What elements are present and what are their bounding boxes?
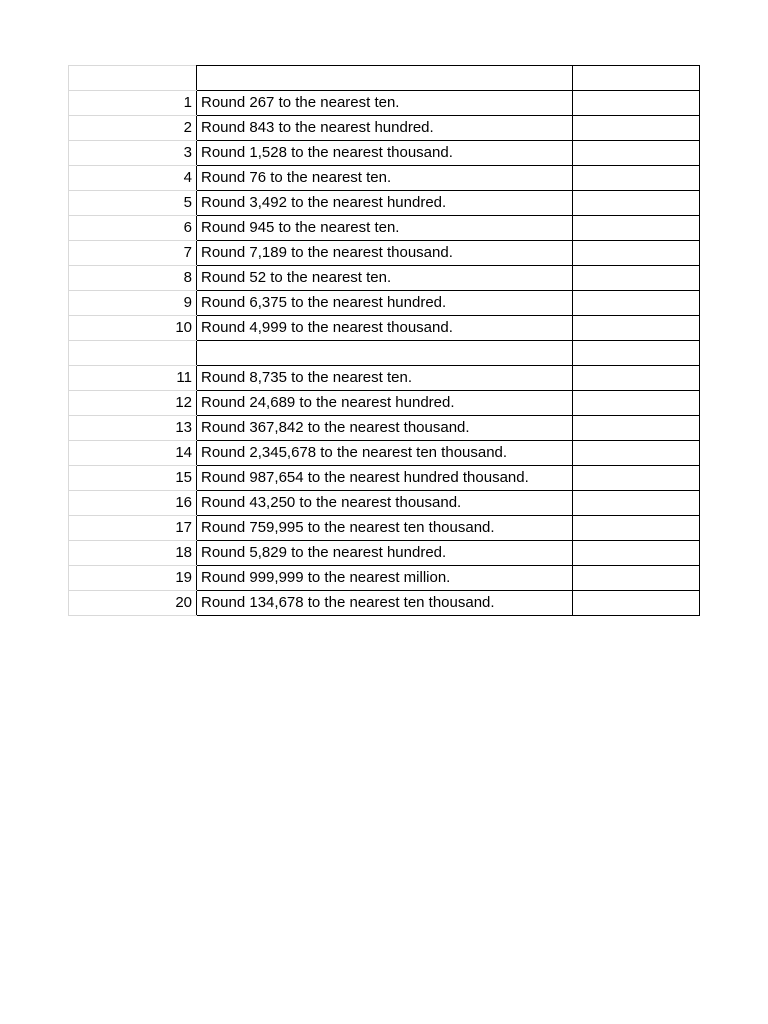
question-text-cell: Round 76 to the nearest ten. bbox=[197, 165, 573, 190]
table-row bbox=[69, 315, 700, 340]
answer-cell[interactable] bbox=[573, 340, 700, 365]
question-number-cell: 8 bbox=[69, 265, 197, 290]
table-row bbox=[69, 490, 700, 515]
question-text-cell: Round 6,375 to the nearest hundred. bbox=[197, 290, 573, 315]
question-number-cell: 13 bbox=[69, 415, 197, 440]
question-number-cell bbox=[69, 340, 197, 365]
question-number-cell: 2 bbox=[69, 115, 197, 140]
table-row bbox=[69, 115, 700, 140]
table-row bbox=[69, 565, 700, 590]
question-number-cell: 12 bbox=[69, 390, 197, 415]
answer-cell[interactable] bbox=[573, 440, 700, 465]
answer-cell[interactable] bbox=[573, 115, 700, 140]
question-text-cell bbox=[197, 66, 573, 91]
table-row bbox=[69, 140, 700, 165]
answer-cell[interactable] bbox=[573, 515, 700, 540]
question-number-cell: 6 bbox=[69, 215, 197, 240]
answer-cell[interactable] bbox=[573, 490, 700, 515]
question-number-cell: 9 bbox=[69, 290, 197, 315]
question-text-cell: Round 945 to the nearest ten. bbox=[197, 215, 573, 240]
question-text-cell: Round 999,999 to the nearest million. bbox=[197, 565, 573, 590]
table-row bbox=[69, 365, 700, 390]
table-row bbox=[69, 90, 700, 115]
question-text-cell: Round 8,735 to the nearest ten. bbox=[197, 365, 573, 390]
table-row bbox=[69, 540, 700, 565]
question-text-cell: Round 267 to the nearest ten. bbox=[197, 90, 573, 115]
question-text-cell: Round 367,842 to the nearest thousand. bbox=[197, 415, 573, 440]
question-text-cell: Round 5,829 to the nearest hundred. bbox=[197, 540, 573, 565]
question-number-cell: 18 bbox=[69, 540, 197, 565]
question-number-cell: 11 bbox=[69, 365, 197, 390]
question-text-cell: Round 43,250 to the nearest thousand. bbox=[197, 490, 573, 515]
answer-cell[interactable] bbox=[573, 215, 700, 240]
answer-cell[interactable] bbox=[573, 465, 700, 490]
question-text-cell: Round 3,492 to the nearest hundred. bbox=[197, 190, 573, 215]
table-row bbox=[69, 240, 700, 265]
question-text-cell: Round 4,999 to the nearest thousand. bbox=[197, 315, 573, 340]
answer-cell[interactable] bbox=[573, 90, 700, 115]
question-number-cell: 3 bbox=[69, 140, 197, 165]
question-text-cell: Round 134,678 to the nearest ten thousand. bbox=[197, 590, 573, 615]
question-number-cell: 1 bbox=[69, 90, 197, 115]
table-row bbox=[69, 390, 700, 415]
question-text-cell: Round 2,345,678 to the nearest ten thousand. bbox=[197, 440, 573, 465]
rounding-worksheet-table bbox=[68, 65, 700, 616]
question-number-cell: 16 bbox=[69, 490, 197, 515]
table-row bbox=[69, 290, 700, 315]
answer-cell[interactable] bbox=[573, 540, 700, 565]
table-row bbox=[69, 515, 700, 540]
table-row bbox=[69, 340, 700, 365]
table-row bbox=[69, 440, 700, 465]
question-number-cell bbox=[69, 66, 197, 91]
answer-cell[interactable] bbox=[573, 565, 700, 590]
answer-cell[interactable] bbox=[573, 190, 700, 215]
answer-cell[interactable] bbox=[573, 415, 700, 440]
answer-cell[interactable] bbox=[573, 590, 700, 615]
question-text-cell: Round 24,689 to the nearest hundred. bbox=[197, 390, 573, 415]
question-text-cell: Round 987,654 to the nearest hundred thousand. bbox=[197, 465, 573, 490]
question-number-cell: 5 bbox=[69, 190, 197, 215]
question-text-cell: Round 1,528 to the nearest thousand. bbox=[197, 140, 573, 165]
table-row bbox=[69, 265, 700, 290]
question-number-cell: 20 bbox=[69, 590, 197, 615]
question-number-cell: 15 bbox=[69, 465, 197, 490]
question-text-cell: Round 759,995 to the nearest ten thousand. bbox=[197, 515, 573, 540]
table-row bbox=[69, 190, 700, 215]
table-row bbox=[69, 590, 700, 615]
worksheet-body bbox=[69, 66, 700, 616]
question-number-cell: 4 bbox=[69, 165, 197, 190]
question-number-cell: 17 bbox=[69, 515, 197, 540]
answer-cell[interactable] bbox=[573, 290, 700, 315]
table-row bbox=[69, 465, 700, 490]
question-text-cell bbox=[197, 340, 573, 365]
answer-cell[interactable] bbox=[573, 165, 700, 190]
answer-cell[interactable] bbox=[573, 315, 700, 340]
question-number-cell: 10 bbox=[69, 315, 197, 340]
table-row bbox=[69, 165, 700, 190]
answer-cell[interactable] bbox=[573, 66, 700, 91]
question-text-cell: Round 7,189 to the nearest thousand. bbox=[197, 240, 573, 265]
question-text-cell: Round 52 to the nearest ten. bbox=[197, 265, 573, 290]
answer-cell[interactable] bbox=[573, 390, 700, 415]
table-row bbox=[69, 415, 700, 440]
question-number-cell: 14 bbox=[69, 440, 197, 465]
answer-cell[interactable] bbox=[573, 140, 700, 165]
question-text-cell: Round 843 to the nearest hundred. bbox=[197, 115, 573, 140]
table-row bbox=[69, 66, 700, 91]
answer-cell[interactable] bbox=[573, 365, 700, 390]
answer-cell[interactable] bbox=[573, 240, 700, 265]
question-number-cell: 7 bbox=[69, 240, 197, 265]
answer-cell[interactable] bbox=[573, 265, 700, 290]
table-row bbox=[69, 215, 700, 240]
question-number-cell: 19 bbox=[69, 565, 197, 590]
